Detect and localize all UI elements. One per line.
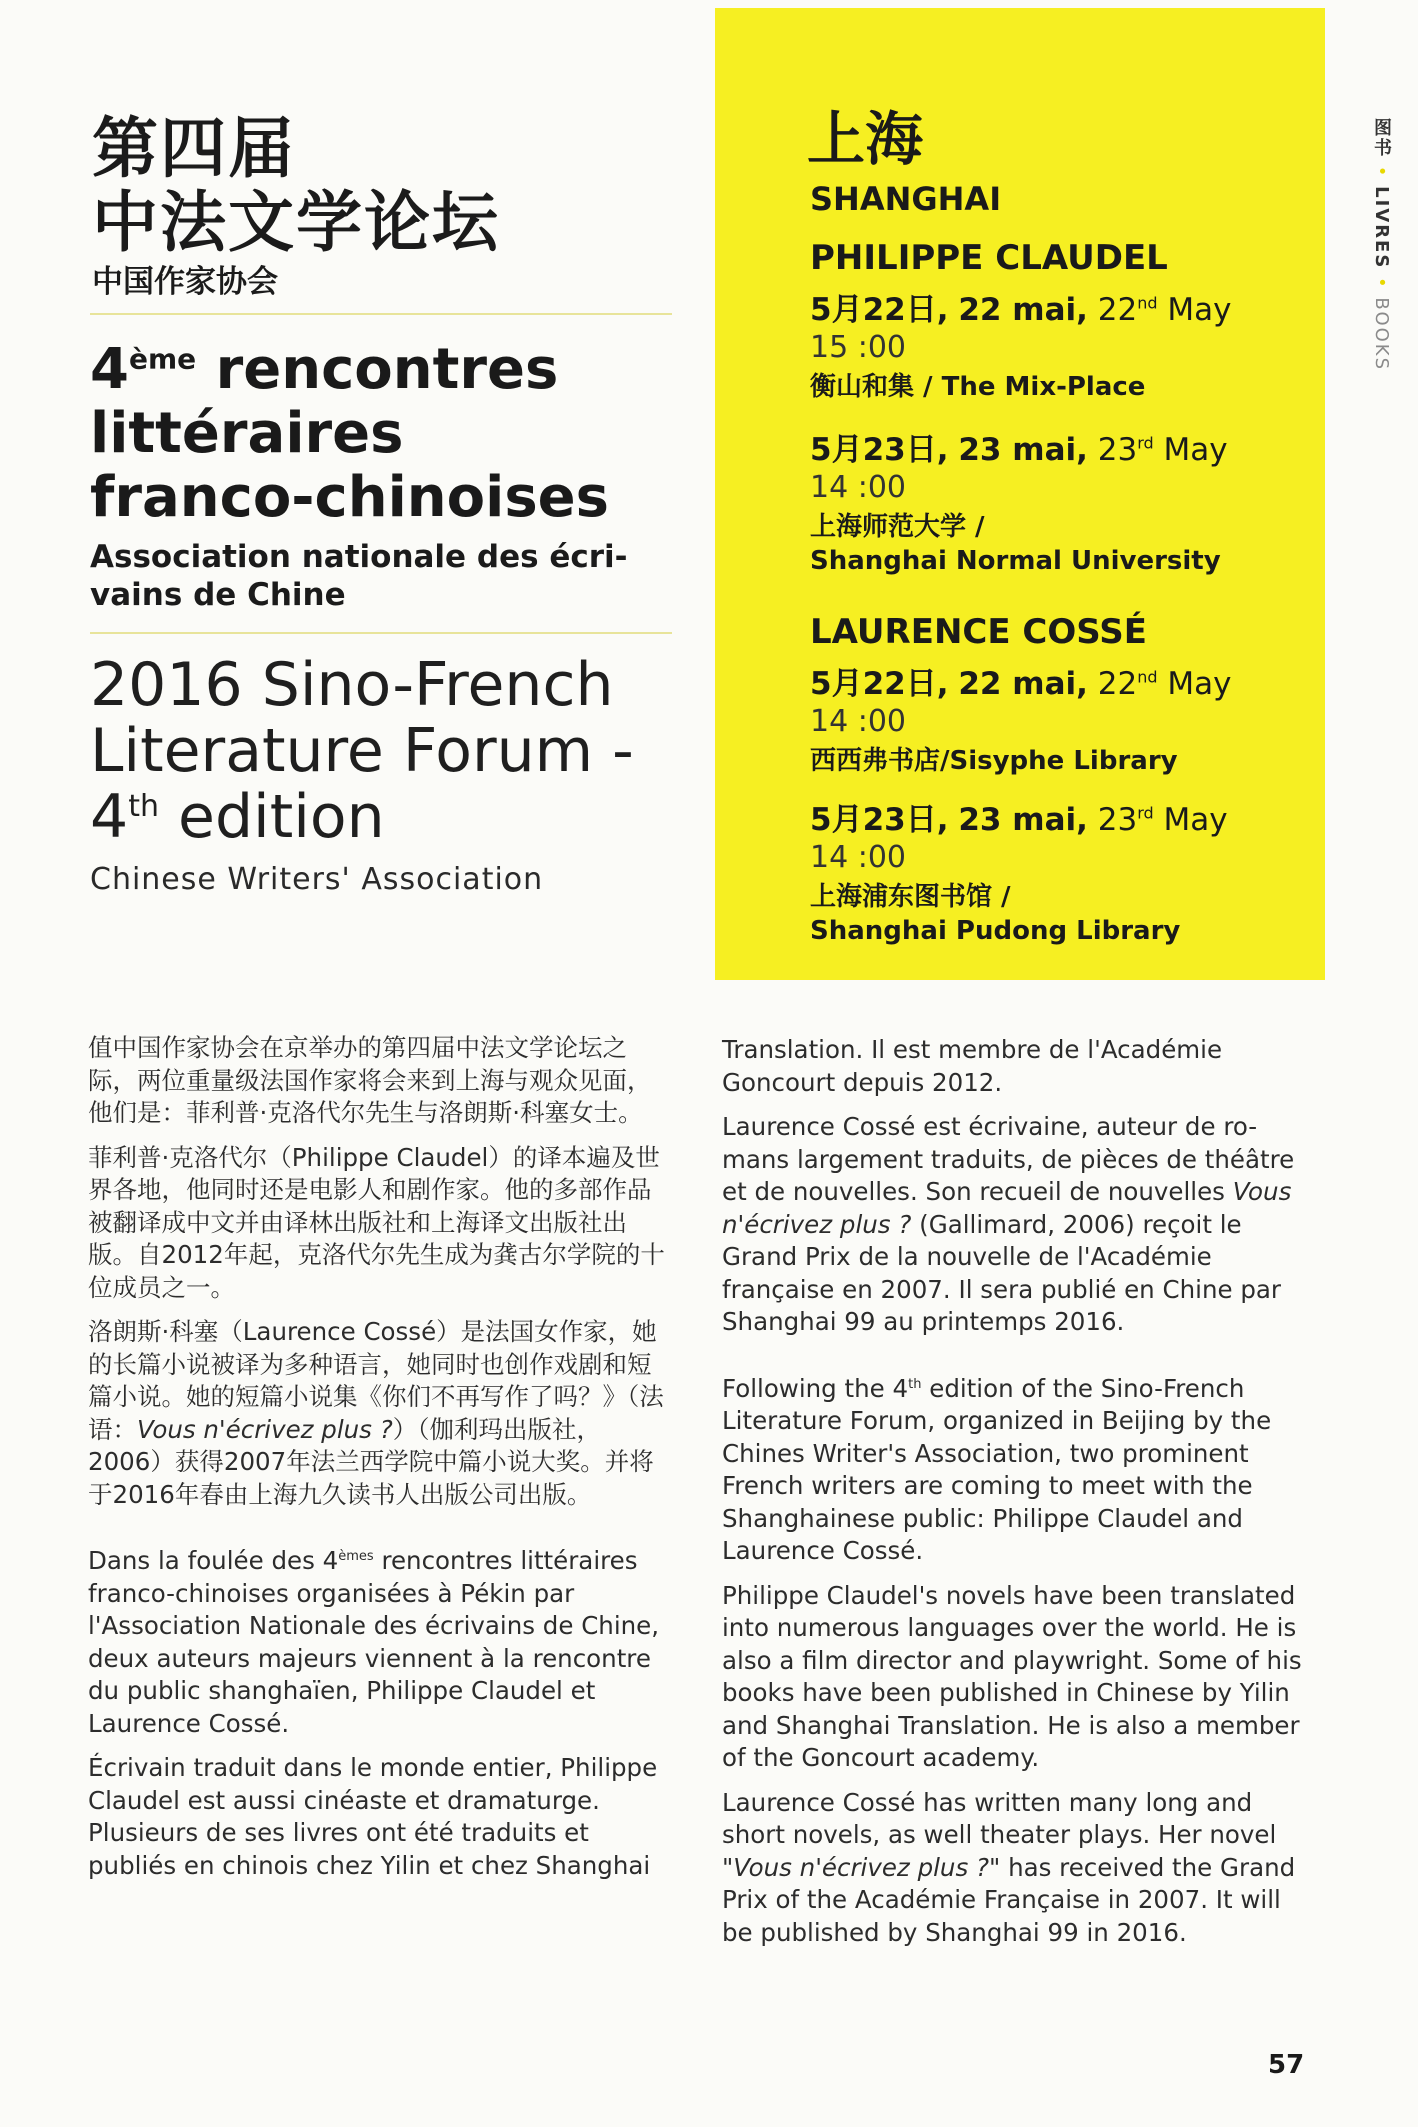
chinese-title-line2: 中法文学论坛 [92, 184, 500, 261]
section-tab [1368, 118, 1394, 371]
chinese-organization: 中国作家协会 [92, 264, 278, 300]
event-date: 5月23日, 23 mai, 23rd May [810, 802, 1228, 838]
english-title-line1: 2016 Sino-French [90, 650, 614, 720]
section-tab-french: LIVRES [1371, 186, 1392, 270]
event [810, 430, 1310, 578]
english-title-line2: Literature Forum - [90, 716, 634, 786]
french-paragraph-continued: Translation. Il est membre de l'Académie Goncourt depuis 2012. [722, 1035, 1223, 1097]
french-title [90, 338, 609, 530]
event-date: 5月22日, 22 mai, 22nd May [810, 666, 1232, 702]
french-organization: Association nationale des écri-vains de Chine [90, 539, 628, 613]
schedule-box [715, 8, 1325, 980]
french-paragraph: Écrivain traduit dans le monde entier, Philippe Claudel est aussi cinéaste et dramaturge. Plusieurs de ses livres ont été traduits et publiés en chinois chez Yilin et chez Shanghai [88, 1753, 658, 1880]
event-time: 14 :00 [810, 704, 906, 739]
french-title-number: 4 [90, 337, 129, 402]
city-english: SHANGHAI [810, 180, 1002, 218]
event-time: 14 :00 [810, 840, 906, 875]
english-paragraph: Following the 4th edition of the Sino-French Literature Forum, organized in Beijing by the Chines Writer's Association, two prominent French writers are coming to meet with the Shanghainese public: Philippe Claudel and Laurence Cossé. [722, 1373, 1272, 1565]
english-title-line3: edition [158, 782, 385, 852]
event-date: 5月22日, 22 mai, 22nd May [810, 292, 1232, 328]
event-venue-line2: Shanghai Normal University [810, 546, 1221, 576]
english-title [90, 652, 634, 850]
event-venue-line1: 上海浦东图书馆 / [810, 882, 1011, 912]
french-paragraph: Laurence Cossé est écrivaine, auteur de ro-mans largement traduits, de pièces de théâtre et de nouvelles. Son recueil de nouvelles Vous n'écrivez plus ? (Gallimard, 2006) reçoit le Grand Prix de la nouvelle de l'Académie française en 2007. Il sera publié en Chine par Shanghai 99 au printemps 2016. [722, 1112, 1295, 1336]
event-time: 14 :00 [810, 470, 906, 505]
page-number: 57 [1268, 2050, 1305, 2080]
event [810, 800, 1310, 948]
divider [90, 632, 672, 634]
english-title-superscript: th [128, 789, 159, 824]
event-venue-line2: Shanghai Pudong Library [810, 916, 1181, 946]
event [810, 290, 1310, 404]
event [810, 664, 1310, 778]
body-column-left [88, 1032, 666, 1894]
english-paragraph: Philippe Claudel's novels have been translated into numerous languages over the world. He is also a film director and playwright. Some of his books have been published in Chinese by Yilin and Shanghai Translation. He is also a member of the Goncourt academy. [722, 1580, 1302, 1772]
event-venue: 衡山和集 / The Mix-Place [810, 372, 1146, 402]
french-title-line3: franco-chinoises [90, 465, 609, 530]
section-tab-chinese: 图书 [1371, 118, 1392, 158]
author-name: PHILIPPE CLAUDEL [810, 238, 1168, 278]
chinese-title-line1: 第四届 [92, 110, 296, 187]
divider [90, 313, 672, 315]
english-title-number: 4 [90, 782, 129, 852]
french-title-superscript: ème [128, 342, 197, 376]
city-chinese: 上海 [807, 105, 924, 173]
body-column-right [722, 1034, 1302, 1961]
french-title-line1: rencontres [196, 337, 559, 402]
section-tab-english: BOOKS [1371, 297, 1392, 372]
event-venue: 西西弗书店/Sisyphe Library [810, 746, 1178, 776]
chinese-paragraph: 洛朗斯·科塞（Laurence Cossé）是法国女作家，她的长篇小说被译为多种语言，她同时也创作戏剧和短篇小说。她的短篇小说集《你们不再写作了吗？》（法语：Vous n'écrivez plus ?）（伽利玛出版社，2006）获得2007年法兰西学院中篇小说大奖。并将于2016年春由上海九久读书人出版公司出版。 [88, 1317, 664, 1509]
chinese-paragraph: 值中国作家协会在京举办的第四届中法文学论坛之际，两位重量级法国作家将会来到上海与观众见面，他们是：菲利普·克洛代尔先生与洛朗斯·科塞女士。 [88, 1033, 652, 1127]
english-organization: Chinese Writers' Association [90, 862, 544, 897]
french-paragraph: Dans la foulée des 4èmes rencontres littéraires franco-chinoises organisées à Pékin par l'Association Nationale des écrivains de Chine, deux auteurs majeurs viennent à la rencontre du public shanghaïen, Philippe Claudel et Laurence Cossé. [88, 1546, 660, 1738]
french-title-line2: littéraires [90, 401, 404, 466]
event-time: 15 :00 [810, 330, 906, 365]
author-name: LAURENCE COSSÉ [810, 612, 1147, 652]
chinese-title [92, 112, 500, 260]
event-venue-line1: 上海师范大学 / [810, 512, 985, 542]
event-date: 5月23日, 23 mai, 23rd May [810, 432, 1228, 468]
chinese-paragraph: 菲利普·克洛代尔（Philippe Claudel）的译本遍及世界各地，他同时还是电影人和剧作家。他的多部作品被翻译成中文并由译林出版社和上海译文出版社出版。自2012年起，克洛代尔先生成为龚古尔学院的十位成员之一。 [88, 1142, 665, 1302]
section-tab-separator: • [1371, 277, 1392, 290]
section-tab-separator: • [1371, 165, 1392, 179]
english-paragraph: Laurence Cossé has written many long and short novels, as well theater plays. Her novel "Vous n'écrivez plus ?" has received the Grand Prix of the Académie Française in 2007. It will be published by Shanghai 99 in 2016. [722, 1787, 1296, 1947]
